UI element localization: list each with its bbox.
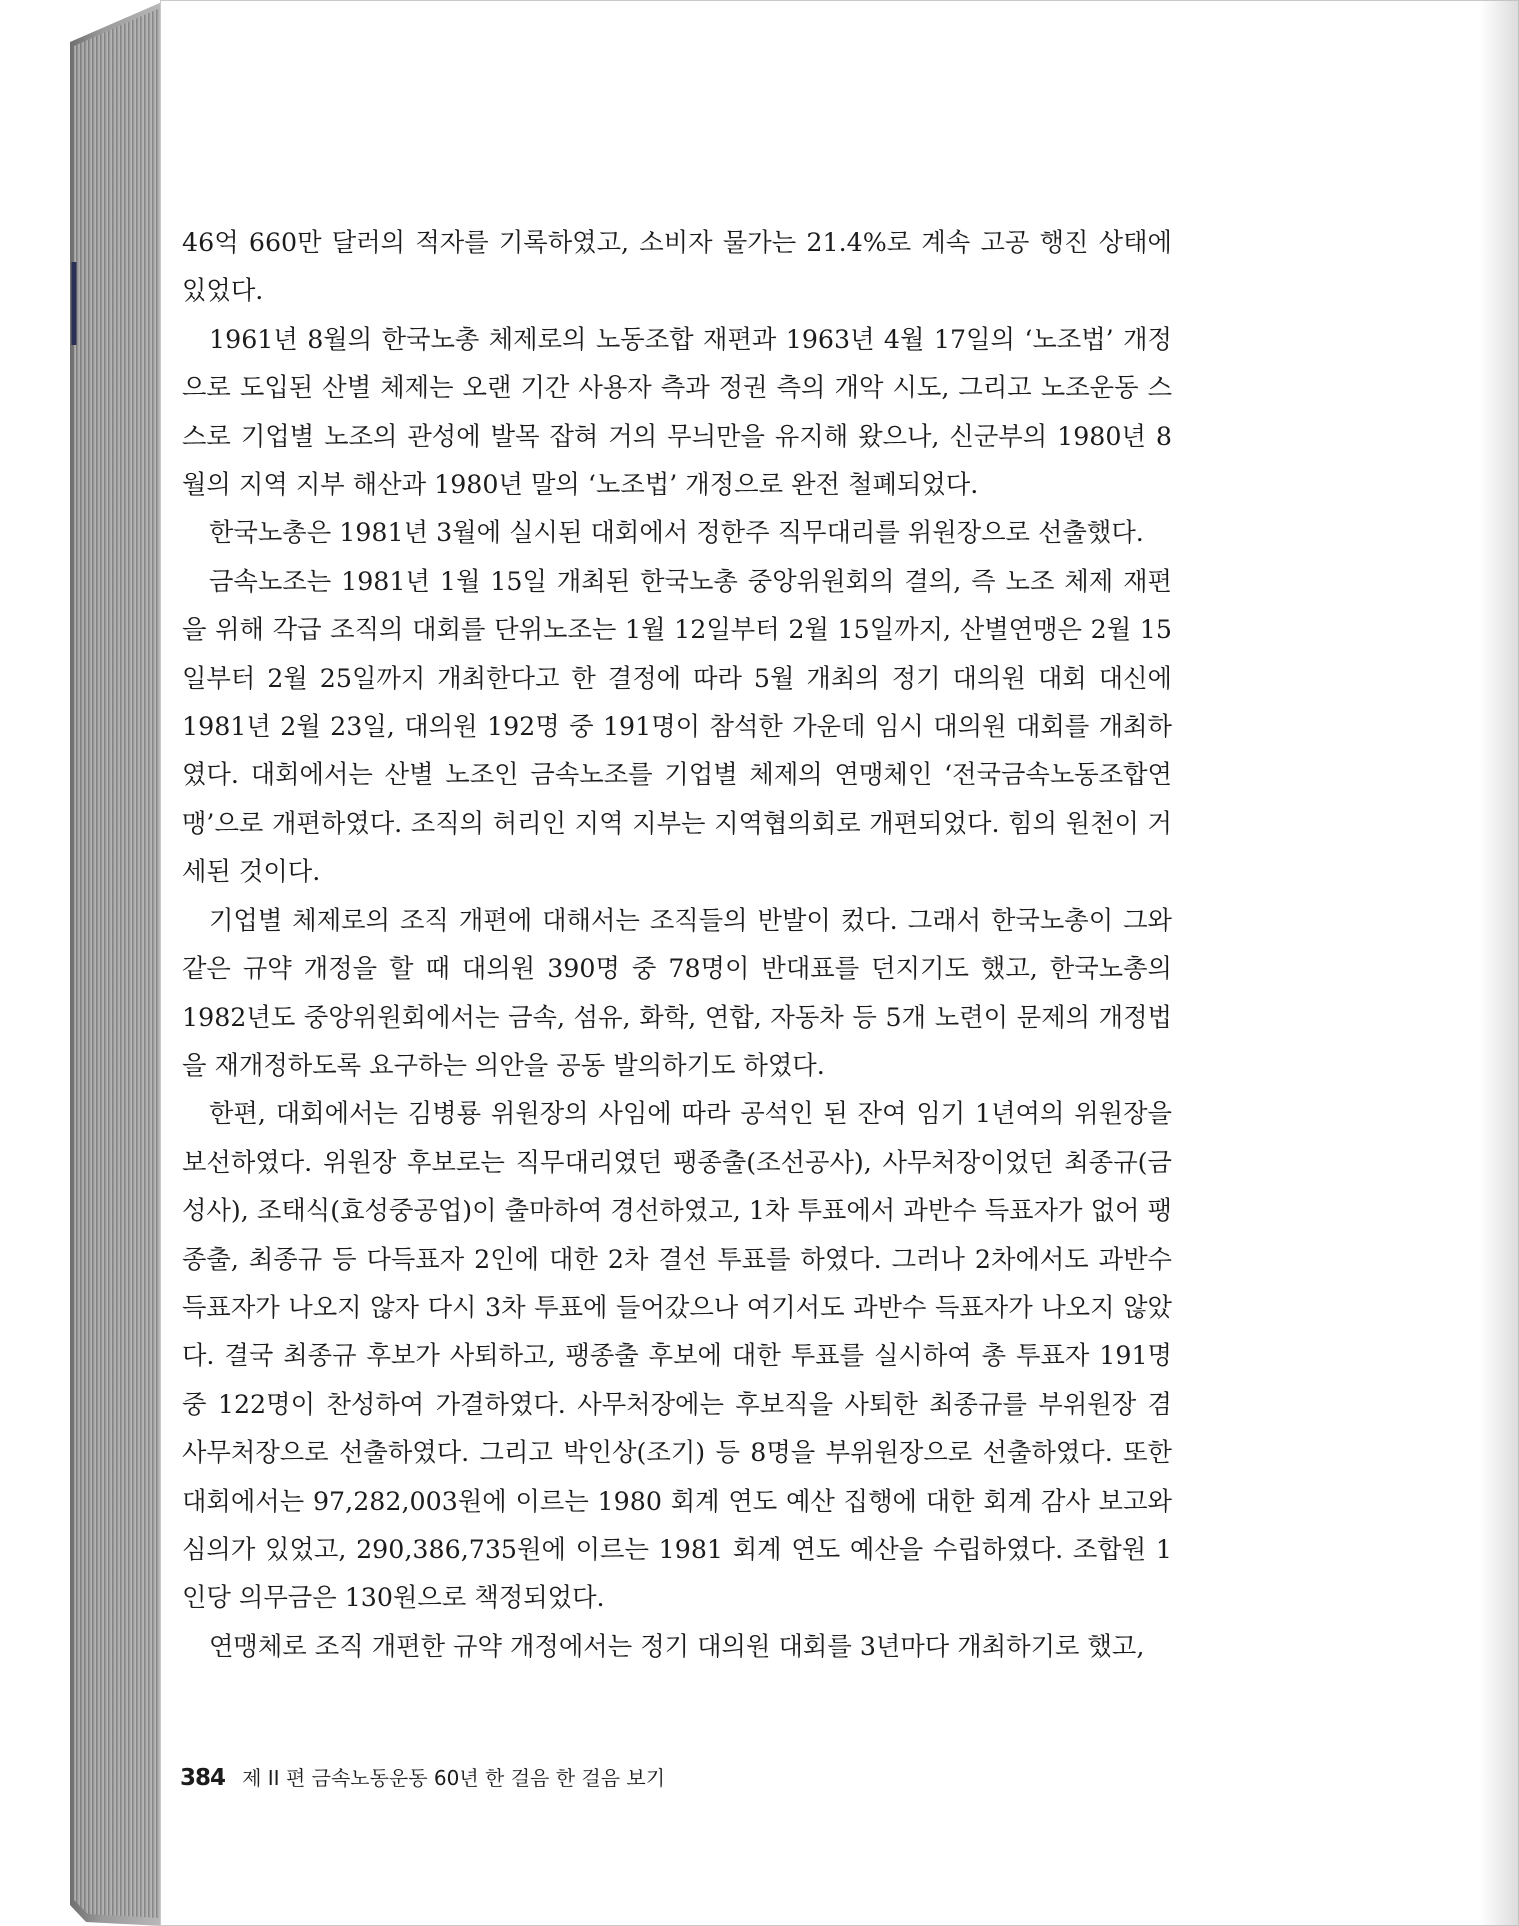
page-footer bbox=[180, 1762, 665, 1791]
paragraph: 금속노조는 1981년 1월 15일 개최된 한국노총 중앙위원회의 결의, 즉 노조 체제 재편을 위해 각급 조직의 대회를 단위노조는 1월 12일부터 2월 15일까지, 산별연맹은 2월 15일부터 2월 25일까지 개최한다고 한 결정에 따라 5월 개최의 정기 대의원 대회 대신에 1981년 2월 23일, 대의원 192명 중 191명이 참석한 가운데 임시 대의원 대회를 개최하였다. 대회에서는 산별 노조인 금속노조를 기업별 체제의 연맹체인 ‘전국금속노동조합연맹’으로 개편하였다. 조직의 허리인 지역 지부는 지역협의회로 개편되었다. 힘의 원천이 거세된 것이다. bbox=[182, 566, 1172, 887]
running-title: 제 II 편 금속노동운동 60년 한 걸음 한 걸음 보기 bbox=[242, 1766, 666, 1790]
book-spine-edge bbox=[0, 0, 170, 1926]
paragraph: 연맹체로 조직 개편한 규약 개정에서는 정기 대의원 대회를 3년마다 개최하기로 했고, bbox=[209, 1631, 1145, 1661]
page-number: 384 bbox=[180, 1765, 226, 1791]
body-text bbox=[182, 219, 1172, 1671]
paragraph: 46억 660만 달러의 적자를 기록하였고, 소비자 물가는 21.4%로 계속 고공 행진 상태에 있었다. bbox=[182, 228, 1172, 306]
paragraph: 한편, 대회에서는 김병룡 위원장의 사임에 따라 공석인 된 잔여 임기 1년여의 위원장을 보선하였다. 위원장 후보로는 직무대리였던 팽종출(조선공사), 사무처장이었던 최종규(금성사), 조태식(효성중공업)이 출마하여 경선하였고, 1차 투표에서 과반수 득표자가 없어 팽종출, 최종규 등 다득표자 2인에 대한 2차 결선 투표를 하였다. 그러나 2차에서도 과반수 득표자가 나오지 않자 다시 3차 투표에 들어갔으나 여기서도 과반수 득표자가 나오지 않았다. 결국 최종규 후보가 사퇴하고, 팽종출 후보에 대한 투표를 실시하여 총 투표자 191명 중 122명이 찬성하여 가결하였다. 사무처장에는 후보직을 사퇴한 최종규를 부위원장 겸 사무처장으로 선출하였다. 그리고 박인상(조기) 등 8명을 부위원장으로 선출하였다. 또한 대회에서는 97,282,003원에 이르는 1980 회계 연도 예산 집행에 대한 회계 감사 보고와 심의가 있었고, 290,386,735원에 이르는 1981 회계 연도 예산을 수립하였다. 조합원 1인당 의무금은 130원으로 책정되었다. bbox=[182, 1099, 1172, 1613]
paragraph: 기업별 체제로의 조직 개편에 대해서는 조직들의 반발이 컸다. 그래서 한국노총이 그와 같은 규약 개정을 할 때 대의원 390명 중 78명이 반대표를 던지기도 했고, 한국노총의 1982년도 중앙위원회에서는 금속, 섬유, 화학, 연합, 자동차 등 5개 노련이 문제의 개정법을 재개정하도록 요구하는 의안을 공동 발의하기도 하였다. bbox=[182, 905, 1172, 1080]
paragraph: 1961년 8월의 한국노총 체제로의 노동조합 재편과 1963년 4월 17일의 ‘노조법’ 개정으로 도입된 산별 체제는 오랜 기간 사용자 측과 정권 측의 개악 시도, 그리고 노조운동 스스로 기업별 노조의 관성에 발목 잡혀 거의 무늬만을 유지해 왔으나, 신군부의 1980년 8월의 지역 지부 해산과 1980년 말의 ‘노조법’ 개정으로 완전 철폐되었다. bbox=[182, 324, 1173, 500]
paragraph: 한국노총은 1981년 3월에 실시된 대회에서 정한주 직무대리를 위원장으로 선출했다. bbox=[209, 518, 1144, 548]
